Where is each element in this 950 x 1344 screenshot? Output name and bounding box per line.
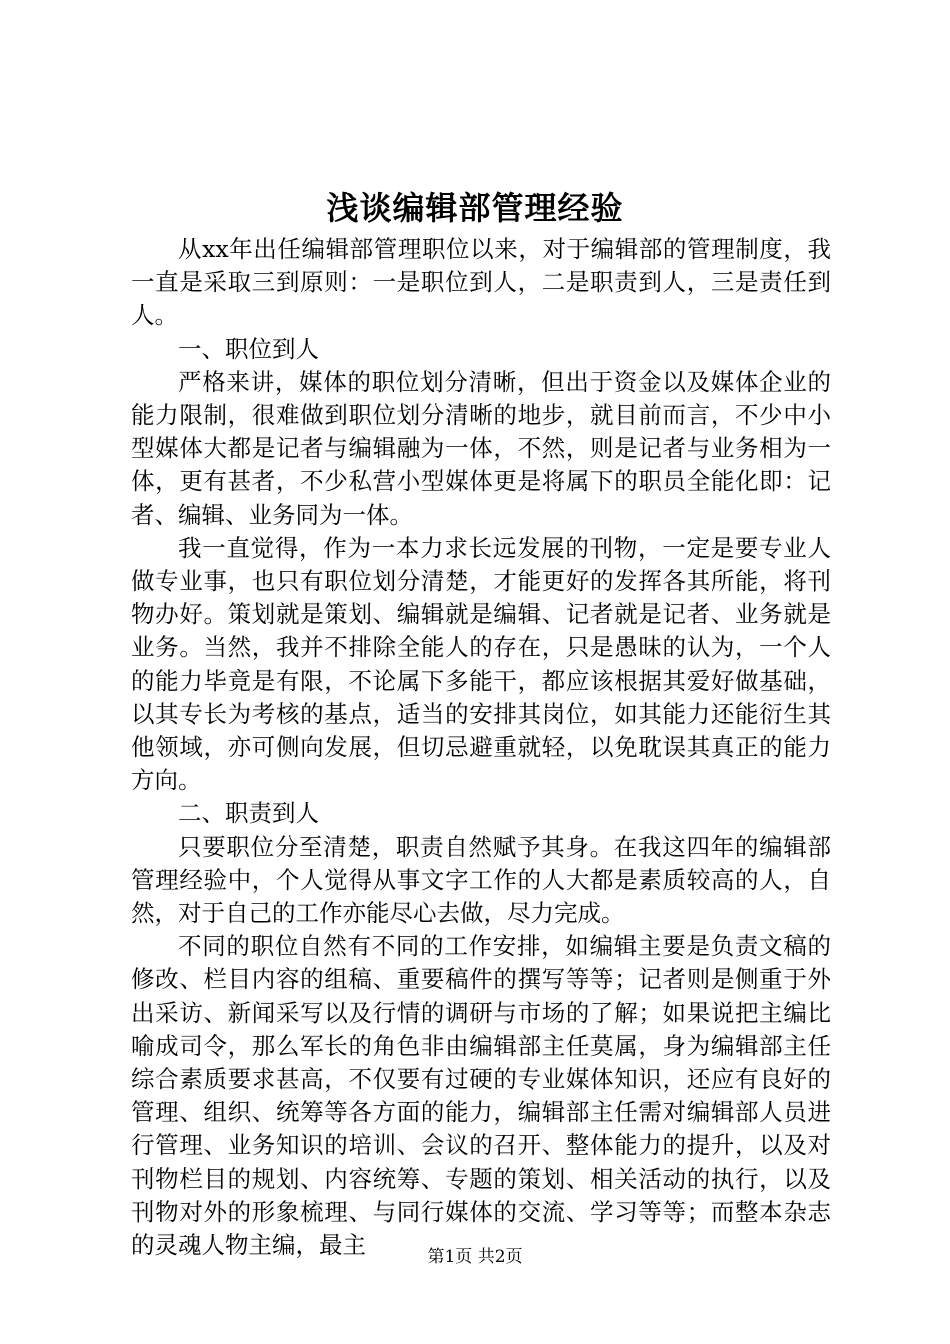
section-heading-2: 二、职责到人	[178, 799, 319, 828]
page-number-footer: 第1页 共2页	[427, 1247, 523, 1267]
paragraph-section2-b: 不同的职位自然有不同的工作安排，如编辑主要是负责文稿的修改、栏目内容的组稿、重要稿件的撰写等等；记者则是侧重于外出采访、新闻采写以及行情的调研与市场的了解；如果说把主编比喻成司令，那么军长的角色非由编辑部主任莫属，身为编辑部主任综合素质要求甚高，不仅要有过硬的专业媒体知识，还应有良好的管理、组织、统筹等各方面的能力，编辑部主任需对编辑部人员进行管理、业务知识的培训、会议的召开、整体能力的提升，以及对刊物栏目的规划、内容统筹、专题的策划、相关活动的执行，以及刊物对外的形象梳理、与同行媒体的交流、学习等等；而整本杂志的灵魂人物主编，最主	[131, 932, 831, 1260]
paragraph-section1-b: 我一直觉得，作为一本力求长远发展的刊物，一定是要专业人做专业事，也只有职位划分清楚，才能更好的发挥各其所能，将刊物办好。策划就是策划、编辑就是编辑、记者就是记者、业务就是业务。当然，我并不排除全能人的存在，只是愚昧的认为，一个人的能力毕竟是有限，不论属下多能干，都应该根据其爱好做基础，以其专长为考核的基点，适当的安排其岗位，如其能力还能衍生其他领域，亦可侧向发展，但切忌避重就轻，以免耽误其真正的能力方向。	[131, 533, 831, 795]
document-body	[131, 233, 831, 1262]
section-heading-1: 一、职位到人	[178, 334, 319, 363]
paragraph-intro: 从xx年出任编辑部管理职位以来，对于编辑部的管理制度，我一直是采取三到原则：一是职位到人，二是职责到人，三是责任到人。	[131, 235, 831, 330]
paragraph-section1-a: 严格来讲，媒体的职位划分清晰，但出于资金以及媒体企业的能力限制，很难做到职位划分清晰的地步，就目前而言，不少中小型媒体大都是记者与编辑融为一体，不然，则是记者与业务相为一体，更有甚者，不少私营小型媒体更是将属下的职员全能化即：记者、编辑、业务同为一体。	[131, 367, 831, 529]
paragraph-section2-a: 只要职位分至清楚，职责自然赋予其身。在我这四年的编辑部管理经验中，个人觉得从事文字工作的人大都是素质较高的人，自然，对于自己的工作亦能尽心去做，尽力完成。	[131, 832, 831, 928]
document-title: 浅谈编辑部管理经验	[326, 189, 624, 227]
